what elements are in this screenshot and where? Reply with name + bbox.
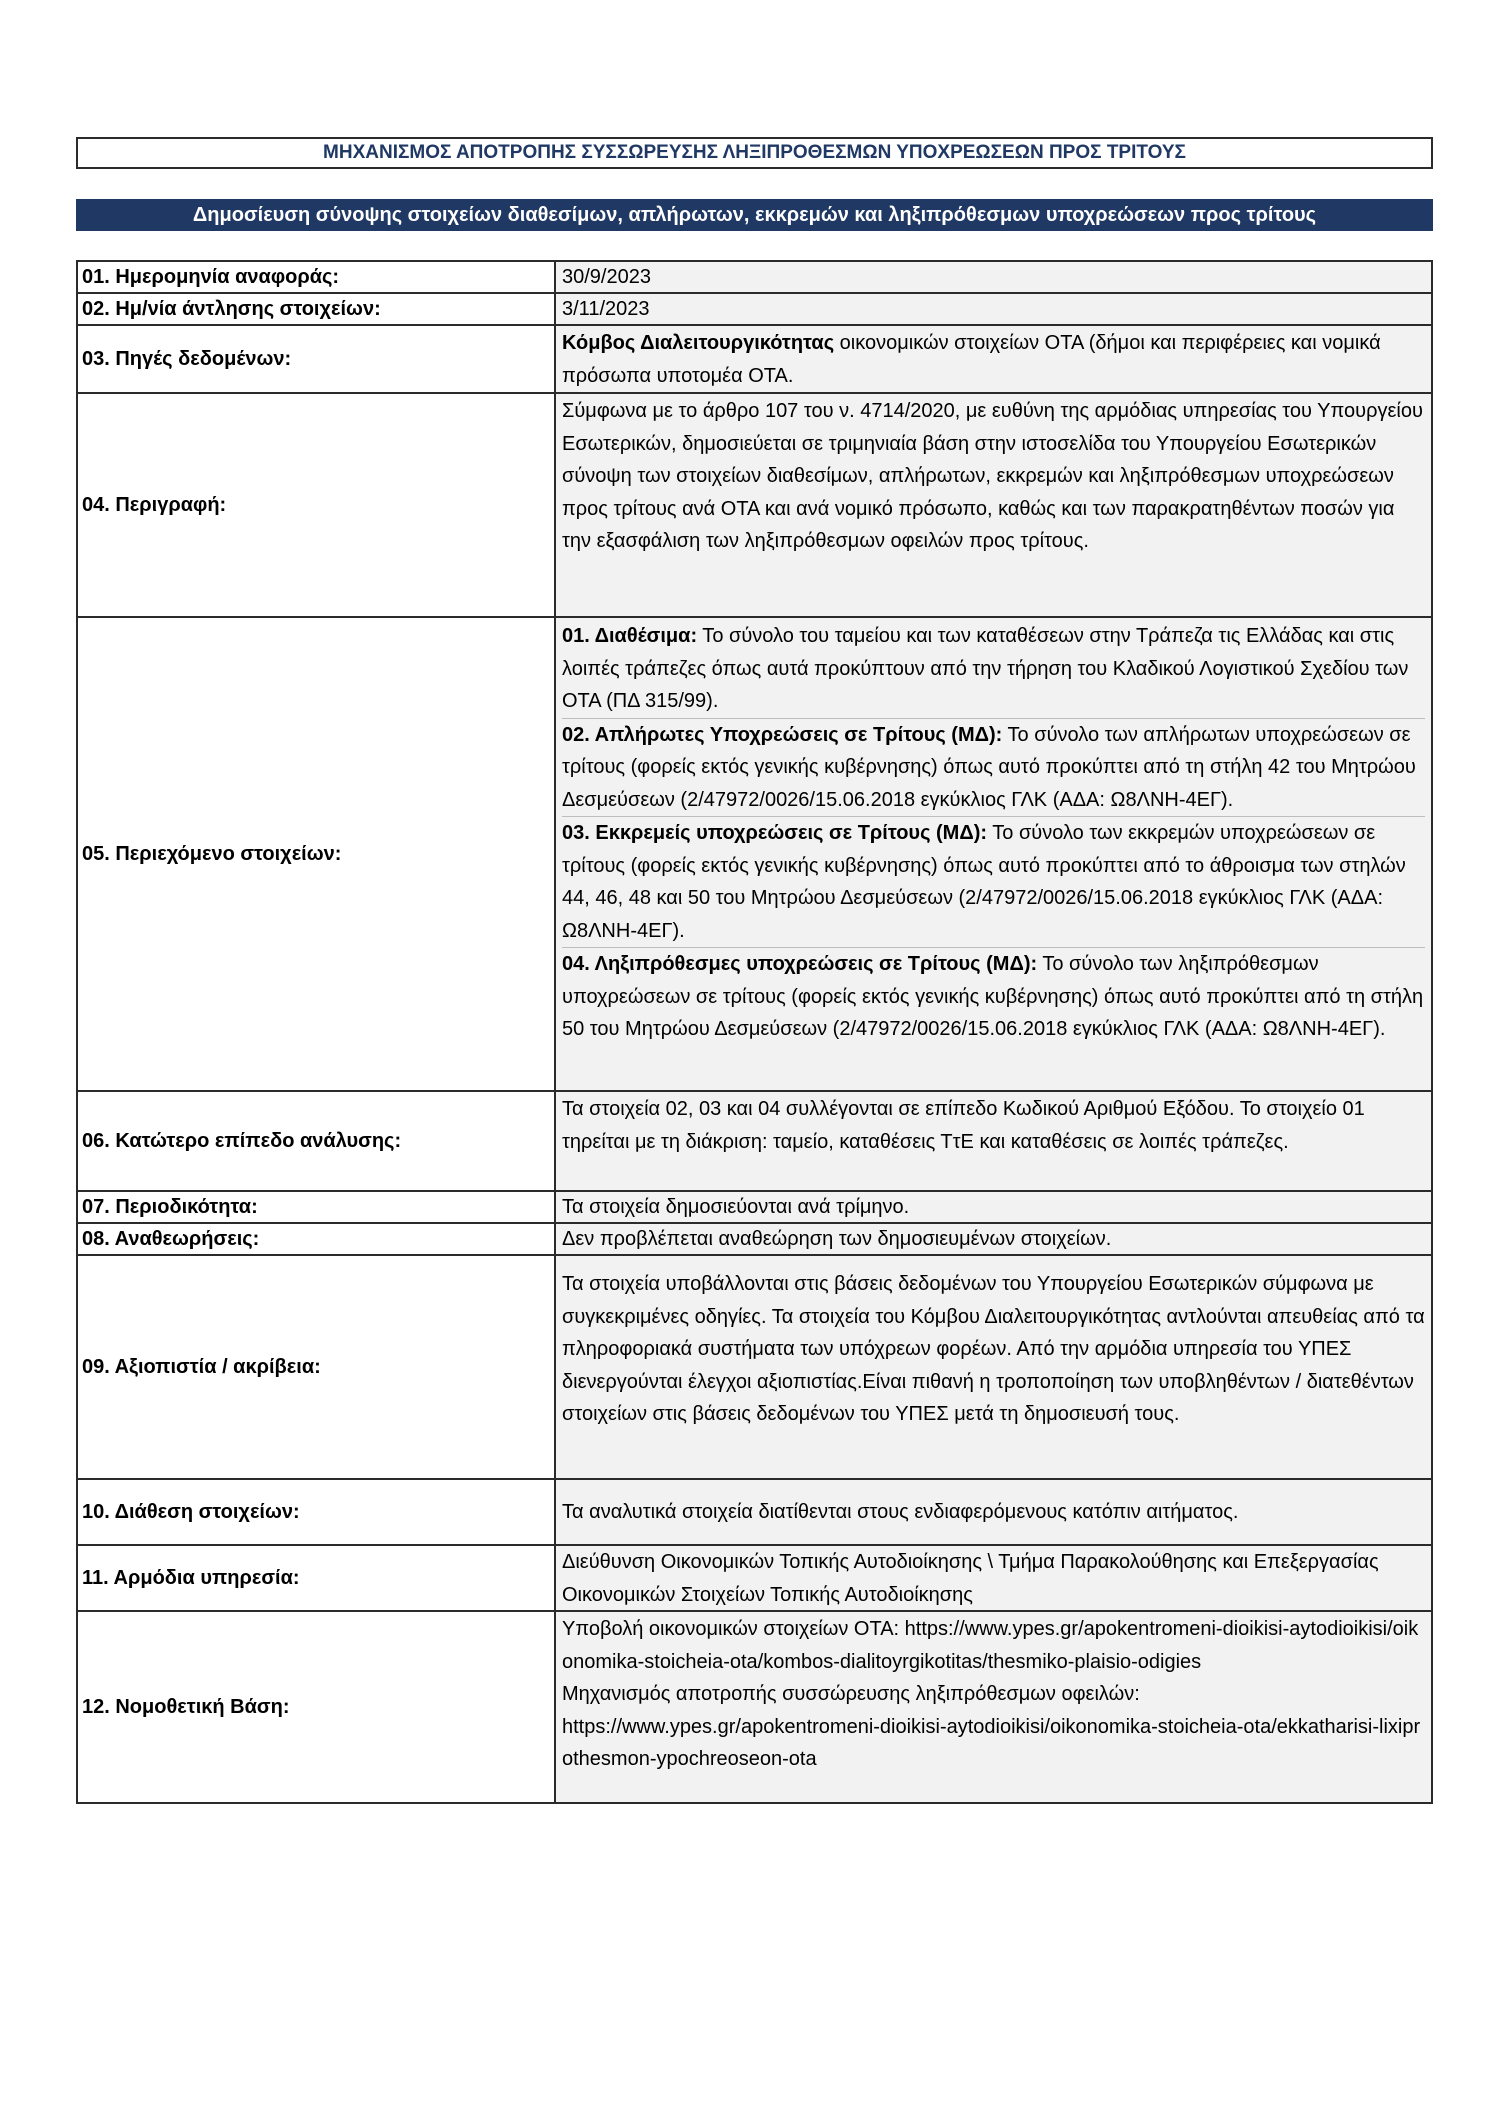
row-value [556, 1612, 1431, 1802]
row-reliability [78, 1256, 1431, 1480]
document-title [76, 137, 1433, 169]
row-legal-basis [78, 1612, 1431, 1802]
row-value-bold: Κόμβος Διαλειτουργικότητας [562, 332, 835, 354]
content-item-text: Το σύνολο των απλήρωτων υποχρεώσεων σε τρίτους (φορείς εκτός γενικής κυβέρνησης) όπως αυτό προκύπτει από τη στήλη 42 του Μητρώου Δεσμεύσεων (2/47972/0026/15.06.2018 εγκύκλιος ΓΛΚ (ΑΔΑ: Ω8ΛΝΗ-4ΕΓ). [562, 723, 1416, 811]
document-title-text: ΜΗΧΑΝΙΣΜΟΣ ΑΠΟΤΡΟΠΗΣ ΣΥΣΣΩΡΕΥΣΗΣ ΛΗΞΙΠΡΟΘΕΣΜΩΝ ΥΠΟΧΡΕΩΣΕΩΝ ΠΡΟΣ ΤΡΙΤΟΥΣ [323, 142, 1186, 163]
content-item-text: Το σύνολο των εκκρεμών υποχρεώσεων σε τρίτους (φορείς εκτός γενικής κυβέρνησης) όπως αυτό προκύπτει από το άθροισμα των στηλών 44, 46, 48 και 50 του Μητρώου Δεσμεύσεων (2/47972/0026/15.06.2018 εγκύκλιος ΓΛΚ (ΑΔΑ: Ω8ΛΝΗ-4ΕΓ). [562, 822, 1406, 942]
row-periodicity [78, 1192, 1431, 1224]
row-analysis-level [78, 1092, 1431, 1192]
content-item-title: 01. Διαθέσιμα: [562, 625, 698, 647]
legal-basis-label: Μηχανισμός αποτροπής συσσώρευσης ληξιπρόθεσμων οφειλών: [562, 1683, 1140, 1705]
content-item-title: 03. Εκκρεμείς υποχρεώσεις σε Τρίτους (ΜΔ): [562, 822, 988, 844]
content-item-overdue [562, 948, 1425, 1046]
row-label: 01. Ημερομηνία αναφοράς: [78, 262, 556, 292]
row-label: 10. Διάθεση στοιχείων: [78, 1480, 556, 1544]
row-data-availability [78, 1480, 1431, 1546]
content-item-title: 04. Ληξιπρόθεσμες υποχρεώσεις σε Τρίτους (ΜΔ): [562, 953, 1038, 975]
row-value: 3/11/2023 [556, 294, 1431, 324]
row-value: Τα αναλυτικά στοιχεία διατίθενται στους ενδιαφερόμενους κατόπιν αιτήματος. [556, 1480, 1431, 1544]
legal-basis-link[interactable]: https://www.ypes.gr/apokentromeni-dioikisi-aytodioikisi/oikonomika-stoicheia-ota/kombos-dialitoyrgikotitas/thesmiko-plaisio-odigies [562, 1618, 1419, 1673]
row-value: Τα στοιχεία υποβάλλονται στις βάσεις δεδομένων του Υπουργείου Εσωτερικών σύμφωνα με συγκεκριμένες οδηγίες. Τα στοιχεία του Κόμβου Διαλειτουργικότητας αντλούνται απευθείας από τα πληροφοριακά συστήματα των υπόχρεων φορέων. Από την αρμόδια υπηρεσία του ΥΠΕΣ διενεργούνται έλεγχοι αξιοπιστίας.Είναι πιθανή η τροποποίηση των υποβληθέντων / διατεθέντων στοιχείων στις βάσεις δεδομένων του ΥΠΕΣ μετά τη δημοσιευσή τους. [556, 1256, 1431, 1478]
row-label: 08. Αναθεωρήσεις: [78, 1224, 556, 1254]
row-revisions [78, 1224, 1431, 1256]
content-item-text: Το σύνολο του ταμείου και των καταθέσεων στην Τράπεζα τις Ελλάδας και στις λοιπές τράπεζες όπως αυτά προκύπτουν από την τήρηση του Κλαδικού Λογιστικού Σχεδίου των ΟΤΑ (ΠΔ 315/99). [562, 625, 1409, 712]
row-label: 03. Πηγές δεδομένων: [78, 326, 556, 392]
content-item-available [562, 620, 1425, 719]
content-item-pending [562, 817, 1425, 948]
row-responsible-service [78, 1546, 1431, 1612]
row-reference-date [78, 262, 1431, 294]
row-label: 05. Περιεχόμενο στοιχείων: [78, 618, 556, 1090]
row-value-text: οικονομικών στοιχείων ΟΤΑ (δήμοι και περιφέρειες και νομικά πρόσωπα υποτομέα ΟΤΑ. [562, 332, 1381, 387]
row-label: 02. Ημ/νία άντλησης στοιχείων: [78, 294, 556, 324]
row-label: 11. Αρμόδια υπηρεσία: [78, 1546, 556, 1610]
row-content [78, 618, 1431, 1092]
content-item-unpaid [562, 719, 1425, 818]
metadata-table [76, 260, 1433, 1804]
row-label: 06. Κατώτερο επίπεδο ανάλυσης: [78, 1092, 556, 1190]
row-label: 09. Αξιοπιστία / ακρίβεια: [78, 1256, 556, 1478]
row-value: Τα στοιχεία 02, 03 και 04 συλλέγονται σε επίπεδο Κωδικού Αριθμού Εξόδου. Το στοιχείο 01 τηρείται με τη διάκριση: ταμείο, καταθέσεις ΤτΕ και καταθέσεις σε λοιπές τράπεζες. [556, 1092, 1431, 1190]
content-item-title: 02. Απλήρωτες Υποχρεώσεις σε Τρίτους (ΜΔ): [562, 723, 1003, 746]
row-value: Δεν προβλέπεται αναθεώρηση των δημοσιευμένων στοιχείων. [556, 1224, 1431, 1254]
legal-basis-link[interactable]: https://www.ypes.gr/apokentromeni-dioikisi-aytodioikisi/oikonomika-stoicheia-ota/ekkatharisi-lixiprothesmon-ypochreoseon-ota [562, 1715, 1421, 1770]
row-value [556, 618, 1431, 1090]
content-item-text: Το σύνολο των ληξιπρόθεσμων υποχρεώσεων σε τρίτους (φορείς εκτός γενικής κυβέρνησης) όπως αυτό προκύπτει από τη στήλη 50 του Μητρώου Δεσμεύσεων (2/47972/0026/15.06.2018 εγκύκλιος ΓΛΚ (ΑΔΑ: Ω8ΛΝΗ-4ΕΓ). [562, 953, 1424, 1040]
row-data-sources [78, 326, 1431, 394]
row-description [78, 394, 1431, 618]
row-label: 12. Νομοθετική Βάση: [78, 1612, 556, 1802]
row-value: Σύμφωνα με το άρθρο 107 του ν. 4714/2020, με ευθύνη της αρμόδιας υπηρεσίας του Υπουργείου Εσωτερικών, δημοσιεύεται σε τριμηνιαία βάση στην ιστοσελίδα του Υπουργείου Εσωτερικών σύνοψη των στοιχείων διαθεσίμων, απλήρωτων, εκκρεμών και ληξιπρόθεσμων υποχρεώσεων προς τρίτους ανά ΟΤΑ και ανά νομικό πρόσωπο, καθώς και των παρακρατηθέντων ποσών για την εξασφάλιση των ληξιπρόθεσμων οφειλών προς τρίτους. [556, 394, 1431, 616]
row-value [556, 326, 1431, 392]
document-subtitle-text: Δημοσίευση σύνοψης στοιχείων διαθεσίμων, απλήρωτων, εκκρεμών και ληξιπρόθεσμων υποχρεώσεων προς τρίτους [192, 203, 1317, 226]
legal-basis-label: Υποβολή οικονομικών στοιχείων ΟΤΑ: [562, 1618, 905, 1640]
row-label: 04. Περιγραφή: [78, 394, 556, 616]
legal-basis-mechanism [562, 1678, 1425, 1776]
row-extraction-date [78, 294, 1431, 326]
row-value: 30/9/2023 [556, 262, 1431, 292]
row-label: 07. Περιοδικότητα: [78, 1192, 556, 1222]
document-subtitle [76, 199, 1433, 231]
row-value: Τα στοιχεία δημοσιεύονται ανά τρίμηνο. [556, 1192, 1431, 1222]
legal-basis-financial-data [562, 1613, 1425, 1678]
row-value: Διεύθυνση Οικονομικών Τοπικής Αυτοδιοίκησης \ Τμήμα Παρακολούθησης και Επεξεργασίας Οικονομικών Στοιχείων Τοπικής Αυτοδιοίκησης [556, 1546, 1431, 1610]
